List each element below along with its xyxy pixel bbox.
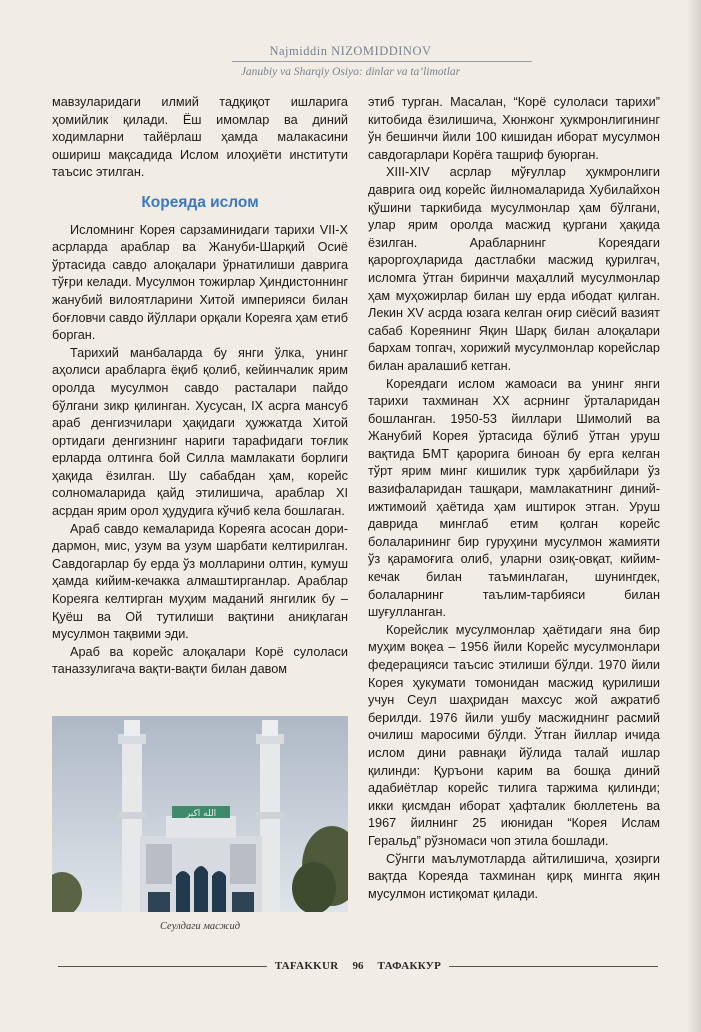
left-column — [52, 94, 348, 679]
page-edge-shadow — [687, 0, 701, 1032]
paragraph: Кореядаги ислом жамоаси ва унинг янги тарихи тахминан XX асрнинг ўрталаридан бошланган. 1950-53 йиллари Шимолий ва Жанубий Корея ўртасида бўлиб ўтган уруш вақтида БМТ қарорига биноан бу ерга келган тўрт ярим минг кишилик турк ҳарбийлари ўз вазифаларидан ташқари, мамлакатнинг диний-ижтимоий ҳаётида ҳам иштирок этган. Уруш даврида минглаб етим қолган корейс болаларининг бир гуруҳини мусулмон жамияти ўз қарамоғига олиб, уларни озиқ-овқат, кийим-кечак билан таъминлаган, шунингдек, болаларнинг таълим-тарбияси билан шуғулланган. — [368, 376, 660, 620]
paragraph: Араб савдо кемаларида Кореяга асосан дори-дармон, мис, узум ва узум шарбати келтирилган. Савдогарлар бу ерда ўз молларини олтин, кумуш ҳамда кийим-кечакка алмаштирганлар. Араблар Кореяга келтирган муҳим маданий янгилик бу – Қуёш ва Ой тутилиши вақтини аниқлаган мусулмон тақвими эди. — [52, 521, 348, 642]
header-divider — [232, 61, 532, 62]
right-column — [368, 94, 660, 903]
footer-label-left: TAFAKKUR — [274, 960, 339, 972]
mosque-sign-text: الله اكبر — [185, 809, 217, 819]
footer-label-right: ТАФАККУР — [377, 960, 442, 972]
footer-rule-left — [58, 966, 267, 967]
paragraph: Тарихий манбаларда бу янги ўлка, унинг аҳолиси арабларга ёқиб қолиб, кейинчалик ярим оролда мусулмон савдо расталари пайдо бўлгани зикр қилинган. Хусусан, IX асрга мансуб араб денгизчилари ҳақидаги ҳужжатда Хитой ортидаги денгизнинг нариги тарафидаги тоғлик ерларда олтинга бой Силла мамлакати борлиги ҳақида ёзилган. Шу сабабдан ҳам, корейс солномаларида қайд этилишича, араблар XI асрдан ярим орол ҳудудига кўчиб кела бошлаган. — [52, 345, 348, 519]
paragraph: XIII-XIV асрлар мўғуллар ҳукмронлиги даврига оид корейс йилномаларида Хубилайхон қўшини таркибида мусулмонлар ҳам бўлгани, улар ярим оролда масжид қургани ҳақида ёзилган. Арабларнинг Кореядаги қароргоҳларида дастлабки масжид қурилгач, исломга ўтган биринчи маҳаллий мусулмонлар ҳам муҳожирлар билан шу ерда ибодат қилган. Лекин XV асрда юзага келган оғир сиёсий вазият сабаб Кореянинг Яқин Шарқ билан алоқалари бархам топгач, хорижий мусулмонлар корейслар билан аралашиб кетган. — [368, 165, 660, 373]
page-number: 96 — [352, 960, 364, 972]
paragraph: Сўнгги маълумотларда айтилишича, ҳозирги вақтда Кореяда тахминан қирқ мингга яқин мусулмон истиқомат қилади. — [368, 851, 660, 901]
header-subtitle: Janubiy va Sharqiy Osiyo: dinlar va ta’limotlar — [240, 66, 461, 78]
paragraph: Араб ва корейс алоқалари Корё сулоласи таназзулигача вақти-вақти билан давом — [52, 644, 348, 677]
photo-caption: Сеулдаги масжид — [159, 921, 241, 932]
running-footer — [58, 958, 658, 974]
header-author: Najmiddin NIZOMIDDINOV — [269, 44, 432, 58]
paragraph: Корейслик мусулмонлар ҳаётидаги яна бир муҳим воқеа – 1956 йили Корейс мусулмонлари федерацияси таъсис этилиши бўлди. 1970 йили Корея ҳукумати томонидан масжид қурилиши учун Сеул шаҳридан махсус жой ажратиб берилди. 1976 йили ушбу масжиднинг расмий очилиш маросими бўлди. Ўтган йиллар ичида ислом дини равнақи йўлида талай ишлар қилинди: Қуръони карим ва бошқа диний адабиётлар корейс тилига таржима қилинди; икки қисмдан иборат ҳафталик бюллетень ва 1967 йилнинг 25 июнидан “Корея Ислам Геральд” рўзномаси чоп этила бошлади. — [368, 622, 660, 848]
mosque-photo — [52, 716, 348, 912]
paragraph: Исломнинг Корея сарзаминидаги тарихи VII-X асрларда араблар ва Жануби-Шарқий Осиё ўртасида савдо алоқалари ўрнатилиши даврига тўғри келади. Мусулмон тожирлар Ҳиндистоннинг жанубий вилоятларини Хитой империяси билан боғловчи савдо йўллари орқали Кореяга ҳам етиб борган. — [52, 222, 348, 343]
paragraph: этиб турган. Масалан, “Корё сулоласи тарихи” китобида ёзилишича, Хюнжонг ҳукмронлигининг ўн бешинчи йили 100 кишидан иборат мусулмон савдогарлари Корёга ташриф буюрган. — [368, 95, 660, 162]
section-heading: Кореяда ислом — [141, 193, 259, 211]
footer-rule-right — [449, 966, 658, 967]
mosque-illustration — [52, 716, 348, 912]
intro-paragraph: мавзуларидаги илмий тадқиқот ишларига ҳомийлик қилади. Ёш имомлар ва диний ходимларни тайёрлаш ҳамда малакасини ошириш мақсадида Ислом илоҳиёти институти таъсис этилган. — [52, 95, 348, 180]
